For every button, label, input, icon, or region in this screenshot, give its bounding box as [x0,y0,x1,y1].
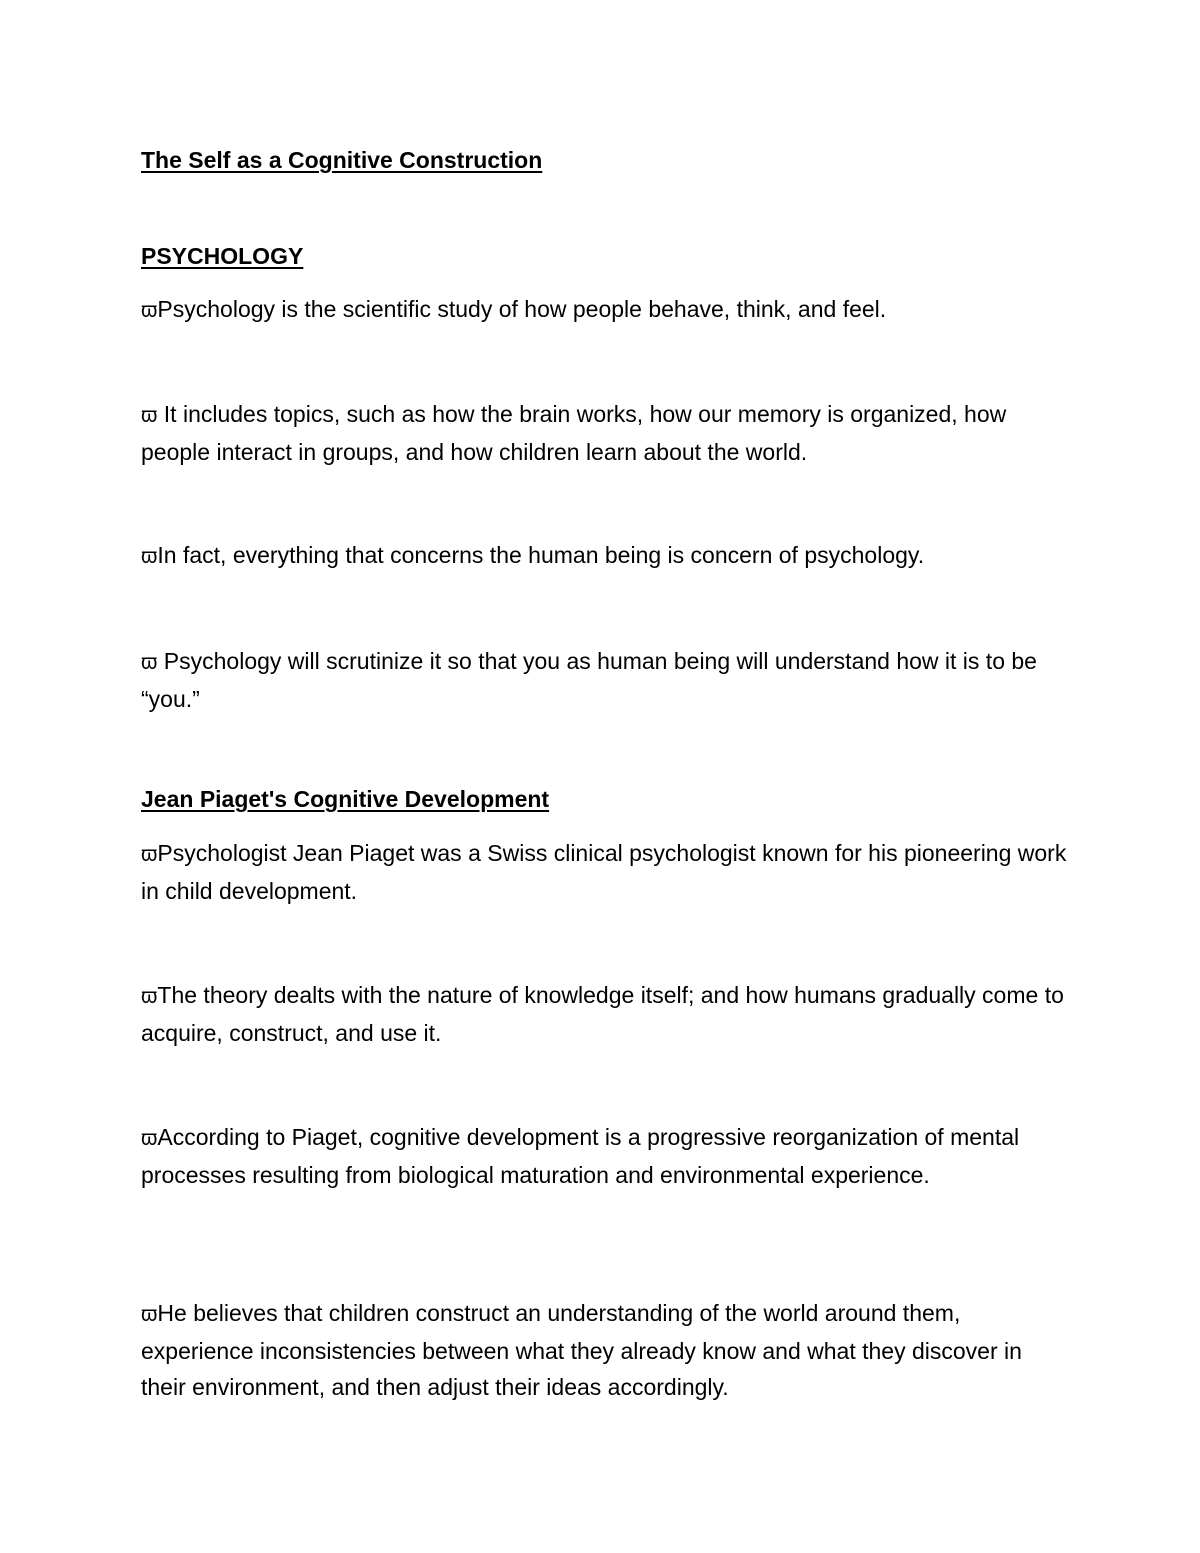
bullet-symbol: ϖ [141,843,158,866]
bullet-symbol: ϖ [141,1303,158,1326]
paragraph [141,396,1071,470]
bullet-symbol: ϖ [141,1127,158,1150]
paragraph [141,1119,1071,1193]
paragraph-text: The theory dealts with the nature of knowledge itself; and how humans gradually come to acquire, construct, and use it. [141,982,1064,1046]
section-heading-psychology: PSYCHOLOGY [141,243,304,269]
bullet-symbol: ϖ [141,651,158,674]
paragraph [141,977,1071,1051]
paragraph-text: It includes topics, such as how the brain works, how our memory is organized, how people interact in groups, and how children learn about the world. [141,401,1007,465]
paragraph [141,643,1071,717]
paragraph-text: According to Piaget, cognitive development is a progressive reorganization of mental processes resulting from biological maturation and environmental experience. [141,1124,1020,1188]
paragraph-text: He believes that children construct an understanding of the world around them, experience inconsistencies between what they already know and what they discover in their environment, and then adjust their ideas accordingly. [141,1300,1022,1400]
section-heading-piaget: Jean Piaget's Cognitive Development [141,786,550,812]
paragraph-text: Psychologist Jean Piaget was a Swiss clinical psychologist known for his pioneering work in child development. [141,840,1067,904]
bullet-symbol: ϖ [141,299,158,322]
bullet-symbol: ϖ [141,985,158,1008]
document-title: The Self as a Cognitive Construction [141,147,543,173]
paragraph-text: In fact, everything that concerns the human being is concern of psychology. [157,542,925,568]
bullet-symbol: ϖ [141,545,158,568]
paragraph-text: Psychology will scrutinize it so that you as human being will understand how it is to be “you.” [141,648,1037,712]
paragraph [141,537,1071,575]
paragraph [141,1295,1071,1405]
paragraph [141,291,1071,329]
bullet-symbol: ϖ [141,404,158,427]
paragraph-text: Psychology is the scientific study of how people behave, think, and feel. [157,296,887,322]
paragraph [141,835,1071,909]
